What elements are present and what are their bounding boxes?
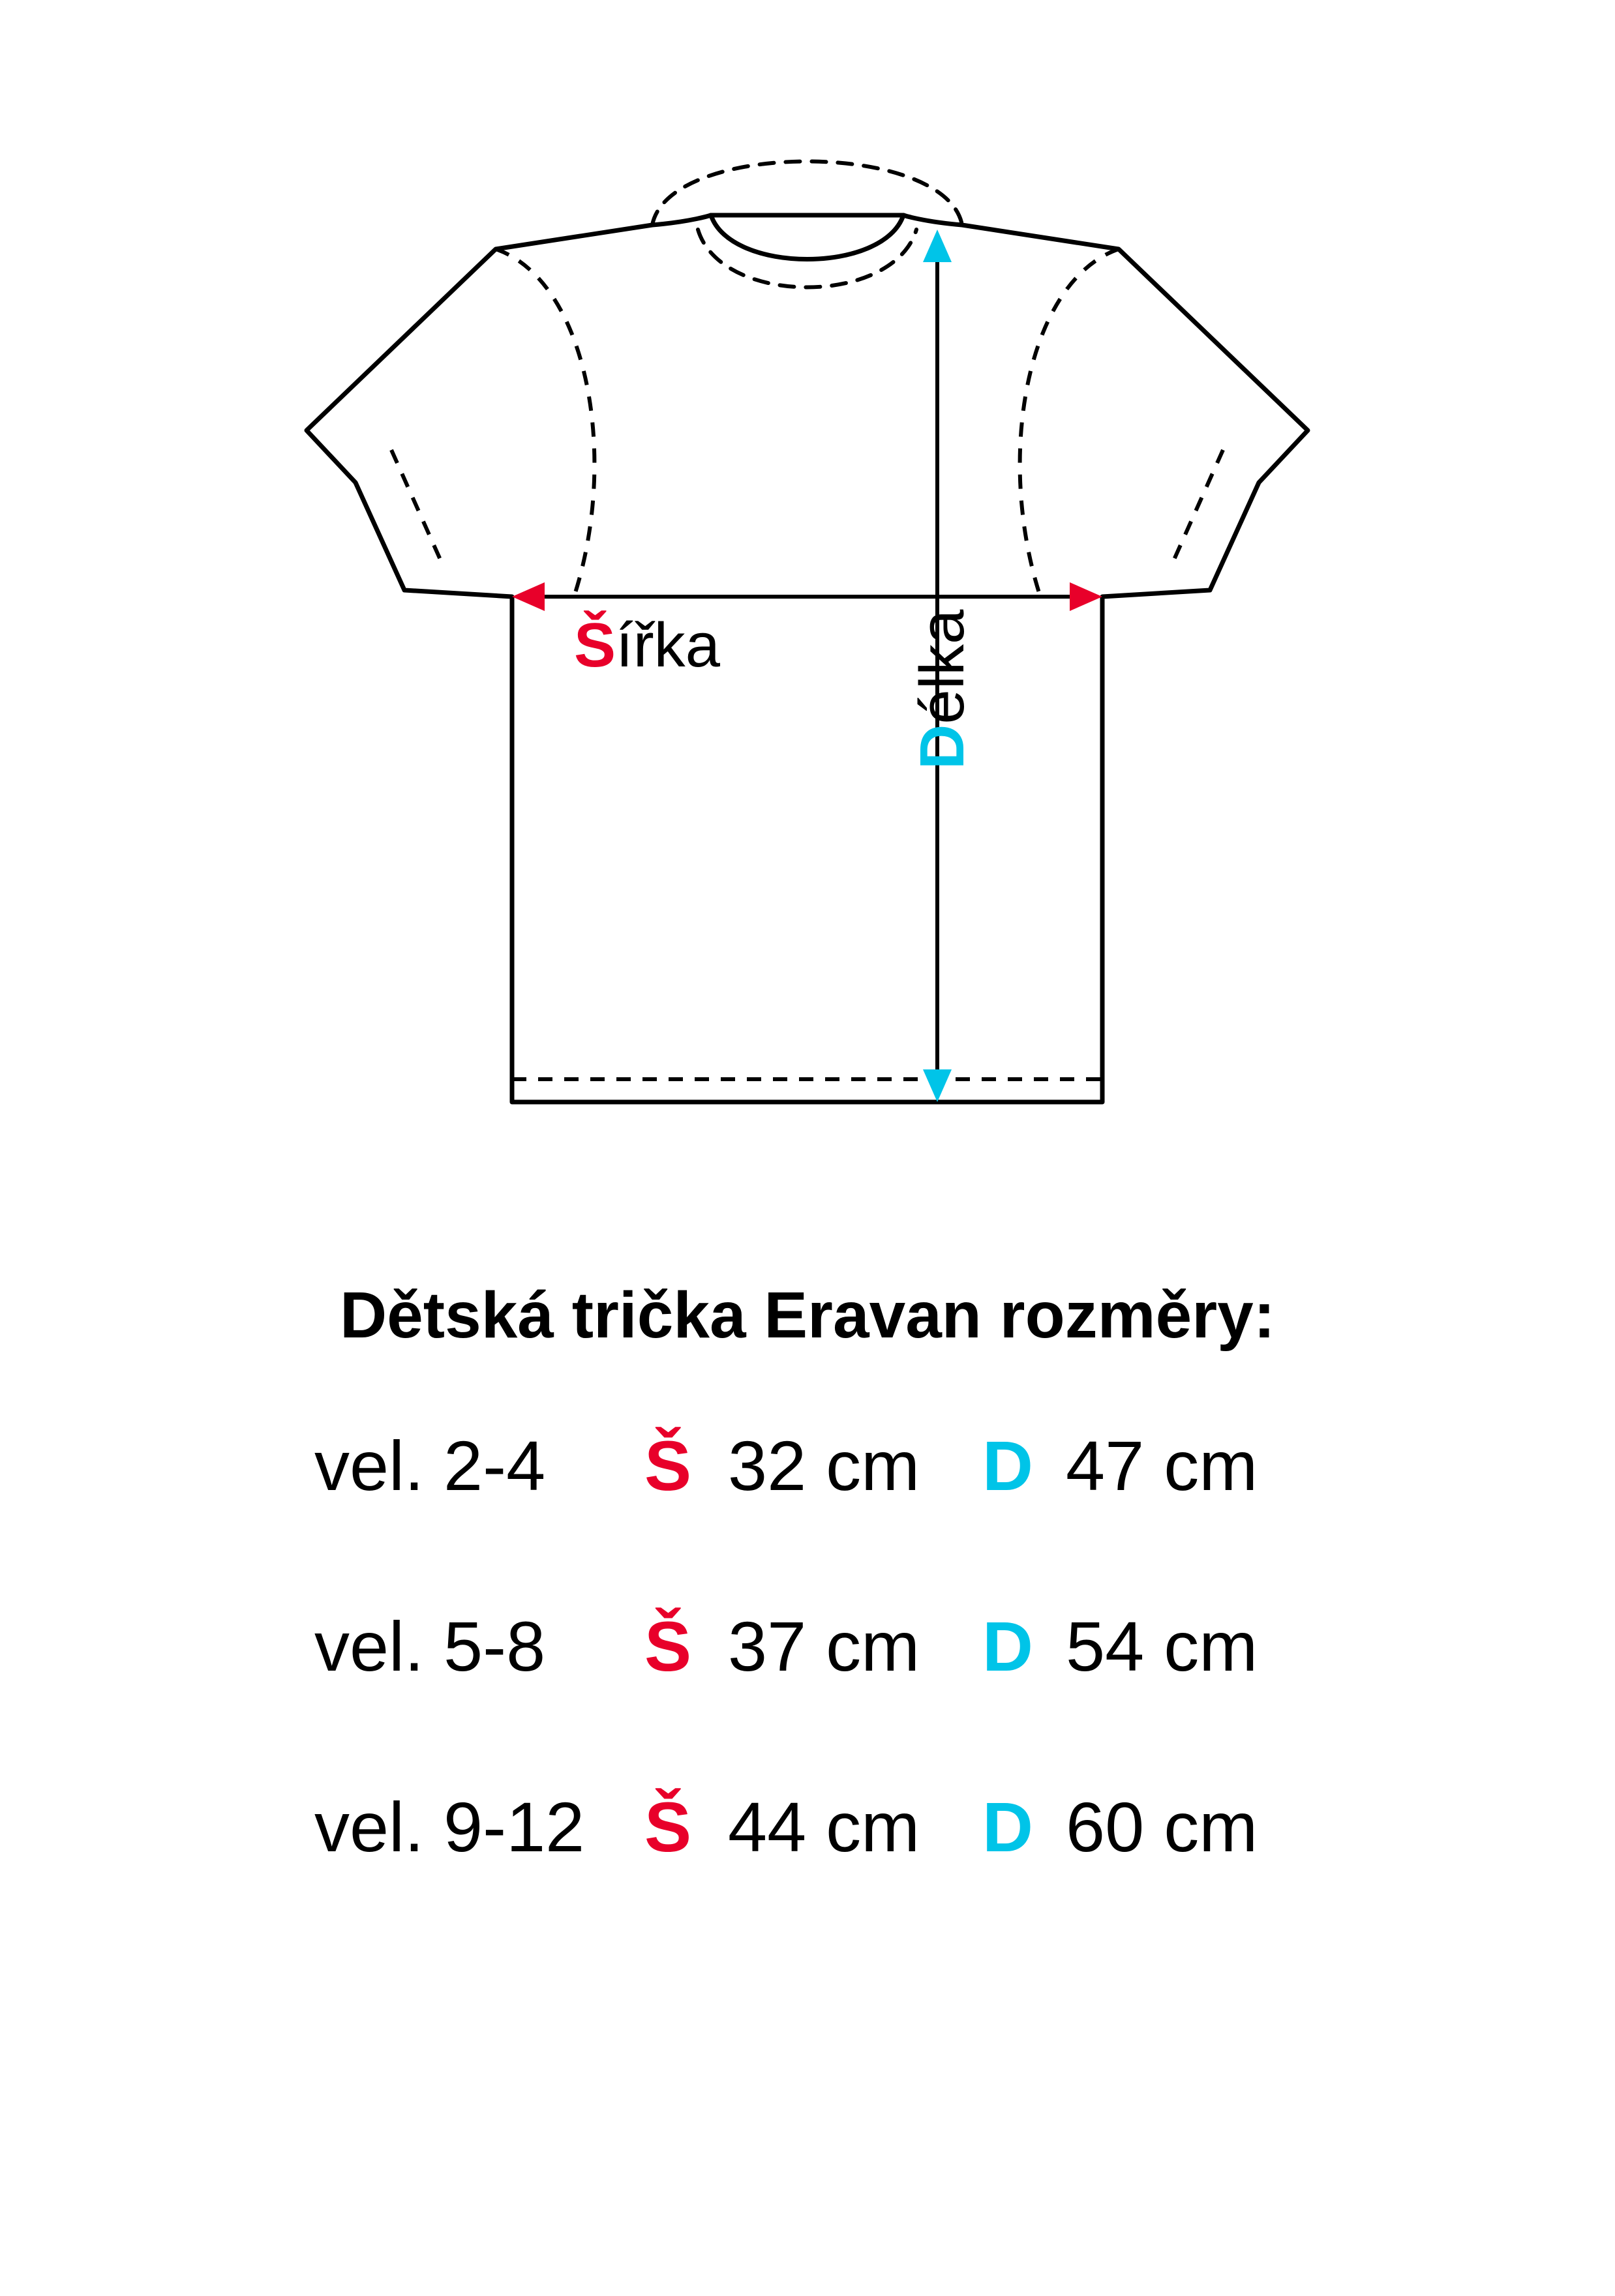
width-label bbox=[574, 610, 720, 681]
row-width-key: Š bbox=[644, 1787, 692, 1866]
row-length-key: D bbox=[982, 1607, 1034, 1686]
row-size: vel. 9-12 bbox=[314, 1787, 585, 1866]
row-size: vel. 5-8 bbox=[314, 1607, 546, 1686]
row-length-value: 47 cm bbox=[1066, 1426, 1258, 1505]
row-width-key: Š bbox=[644, 1607, 692, 1686]
width-label-rest: ířka bbox=[616, 610, 721, 680]
table-row bbox=[0, 1786, 1615, 1868]
table-row bbox=[0, 1425, 1615, 1506]
row-length-value: 60 cm bbox=[1066, 1787, 1258, 1866]
width-label-accent: Š bbox=[574, 610, 616, 680]
row-width-key: Š bbox=[644, 1426, 692, 1505]
length-label bbox=[907, 610, 978, 769]
length-label-rest: élka bbox=[907, 609, 977, 724]
tshirt-outline bbox=[307, 215, 1308, 1102]
row-length-key: D bbox=[982, 1787, 1034, 1866]
row-length-key: D bbox=[982, 1426, 1034, 1505]
row-size: vel. 2-4 bbox=[314, 1426, 546, 1505]
row-width-value: 37 cm bbox=[728, 1607, 920, 1686]
table-row bbox=[0, 1605, 1615, 1687]
row-width-value: 32 cm bbox=[728, 1426, 920, 1505]
row-length-value: 54 cm bbox=[1066, 1607, 1258, 1686]
size-table-title: Dětská trička Eravan rozměry: bbox=[339, 1279, 1276, 1352]
size-table bbox=[0, 1278, 1615, 1967]
length-label-accent: D bbox=[907, 724, 977, 769]
row-width-value: 44 cm bbox=[728, 1787, 920, 1866]
